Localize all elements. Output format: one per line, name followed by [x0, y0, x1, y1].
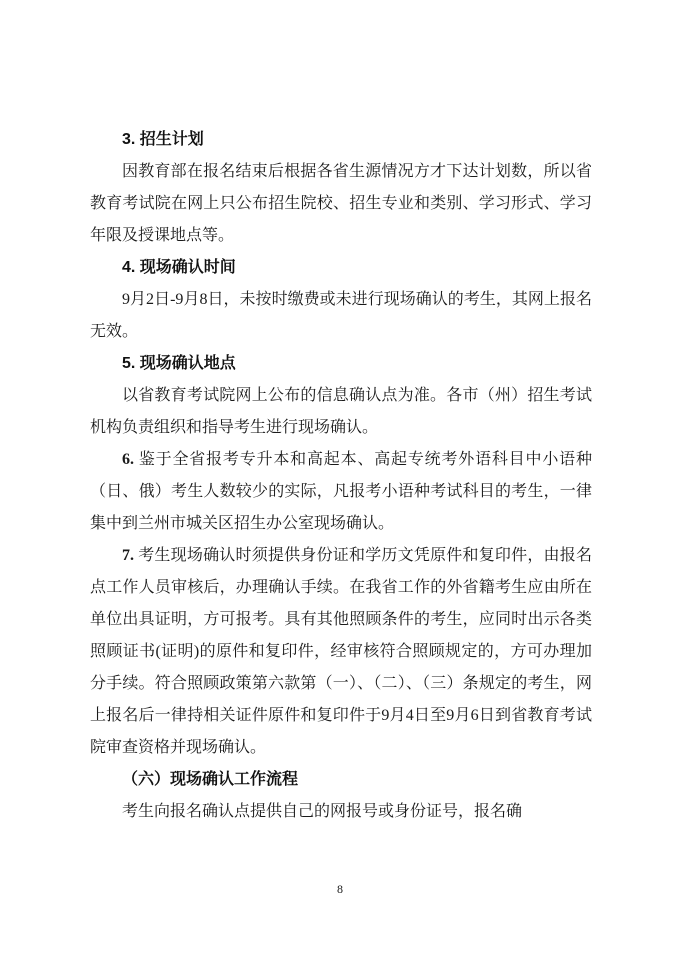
section-heading-confirmation-time: 4. 现场确认时间	[122, 259, 236, 276]
item-6-text: 鉴于全省报考专升本和高起本、高起专统考外语科目中小语种（日、俄）考生人数较少的实际，凡报考小语种考试科目的考生，一律集中到兰州市城关区招生办公室现场确认。	[90, 451, 592, 532]
paragraph-confirmation-place: 以省教育考试院网上公布的信息确认点为准。各市（州）招生考试机构负责组织和指导考生进行现场确认。	[90, 387, 592, 436]
paragraph-confirmation-time: 9月2日-9月8日，未按时缴费或未进行现场确认的考生，其网上报名无效。	[90, 291, 592, 340]
paragraph-item-6	[90, 444, 592, 540]
paragraph-item-7	[90, 540, 592, 764]
document-content	[90, 124, 592, 828]
paragraph-confirmation-workflow: 考生向报名确认点提供自己的网报号或身份证号，报名确	[122, 803, 523, 820]
item-7-number: 7.	[122, 547, 139, 564]
section-heading-confirmation-workflow: （六）现场确认工作流程	[122, 771, 299, 788]
section-heading-enrollment-plan: 3. 招生计划	[122, 131, 204, 148]
item-7-text: 考生现场确认时须提供身份证和学历文凭原件和复印件，由报名点工作人员审核后，办理确认手续。在我省工作的外省籍考生应由所在单位出具证明，方可报考。具有其他照顾条件的考生，应同时出示各类照顾证书(证明)的原件和复印件，经审核符合照顾规定的，方可办理加分手续。符合照顾政策第六款第（一）、（二）、（三）条规定的考生，网上报名后一律持相关证件原件和复印件于9月4日至9月6日到省教育考试院审查资格并现场确认。	[90, 547, 592, 756]
section-heading-confirmation-place: 5. 现场确认地点	[122, 355, 236, 372]
page-number: 8	[337, 882, 343, 896]
paragraph-enrollment-plan: 因教育部在报名结束后根据各省生源情况方才下达计划数，所以省教育考试院在网上只公布招生院校、招生专业和类别、学习形式、学习年限及授课地点等。	[90, 163, 592, 244]
item-6-number: 6.	[122, 451, 139, 468]
